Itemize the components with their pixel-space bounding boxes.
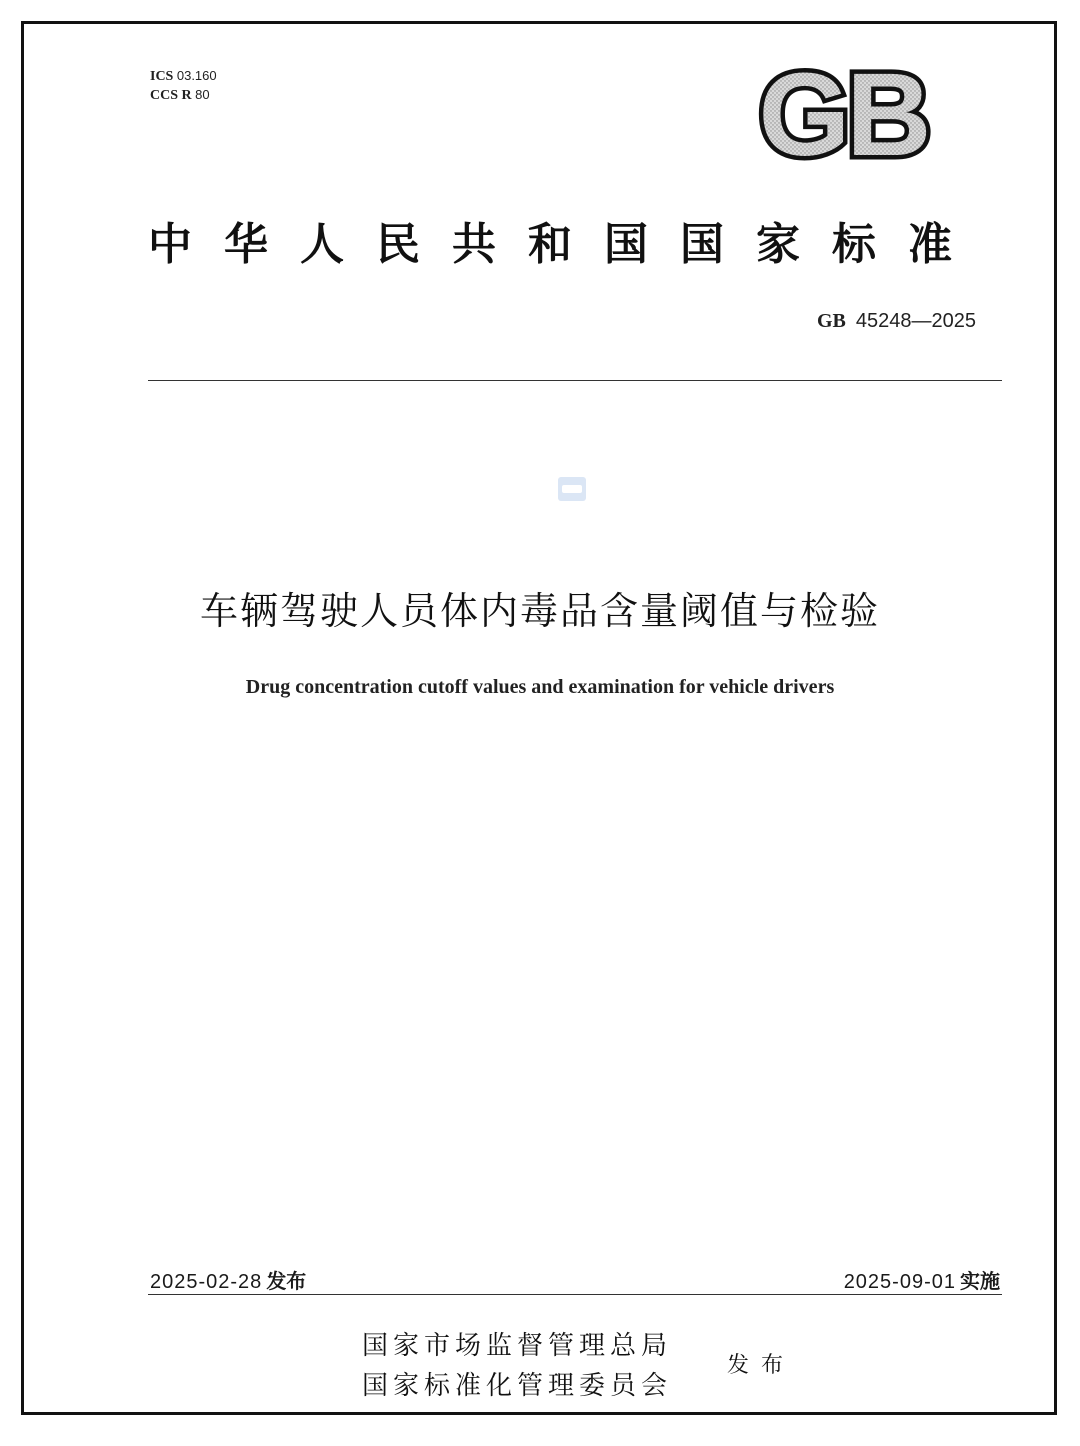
national-standard-title: 中华人民共和国国家标准 [148,219,984,270]
standard-code: 45248—2025 [855,310,976,332]
gb-logo-text: GB [758,58,928,166]
classification-codes [150,67,217,105]
document-title-english: Drug concentration cutoff values and examination for vehicle drivers [245,676,835,698]
effective-date [844,1265,1000,1294]
issuers-publish-label: 发布 [727,1353,796,1378]
ccs-code [150,86,217,105]
standard-number [817,308,976,333]
ccs-value: 80 [195,87,210,102]
ccs-label: CCS R [150,88,192,103]
ics-value: 03.160 [176,68,217,83]
issuing-authorities [362,1326,672,1406]
effective-date-value: 2025-09-01 [843,1271,956,1293]
watermark-icon [557,476,587,502]
top-divider [148,380,1002,381]
bottom-divider [148,1294,1002,1295]
issuer-samr: 国家市场监督管理总局 [362,1331,673,1361]
gb-logo [738,58,948,166]
effective-date-label: 实施 [960,1269,1000,1293]
document-title-chinese: 车辆驾驶人员体内毒品含量阈值与检验 [199,589,880,633]
standard-prefix: GB [816,310,846,332]
release-date-label: 发布 [266,1269,307,1293]
ics-code [150,67,217,86]
release-date-value: 2025-02-28 [150,1271,263,1293]
release-date [150,1265,306,1294]
issuer-sac: 国家标准化管理委员会 [362,1371,673,1401]
ics-label: ICS [150,69,174,84]
